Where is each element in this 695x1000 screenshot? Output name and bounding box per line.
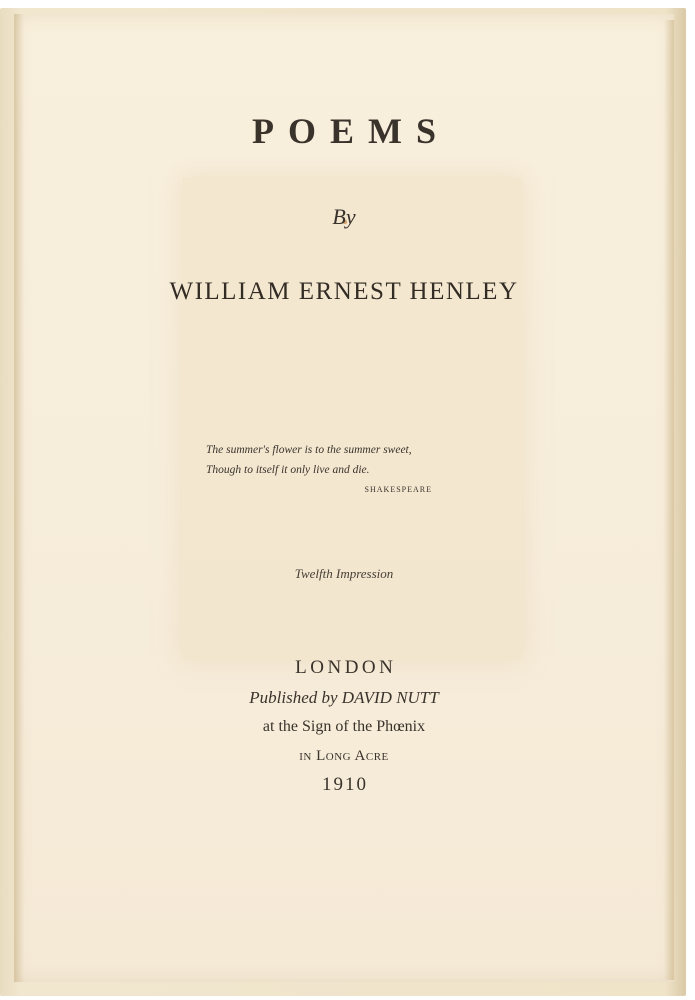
epigraph-attribution: SHAKESPEARE bbox=[364, 485, 432, 494]
byline: By bbox=[332, 204, 356, 229]
epigraph-line: The summer's flower is to the summer sweet, bbox=[206, 444, 412, 456]
epigraph bbox=[206, 440, 432, 498]
imprint-sign: at the Sign of the Phœnix bbox=[262, 718, 426, 735]
page-gutter-shadow bbox=[14, 14, 24, 982]
frontispiece-offset-stain bbox=[182, 178, 522, 660]
book-title: POEMS bbox=[251, 111, 450, 151]
impression-note: Twelfth Impression bbox=[294, 566, 394, 581]
imprint-city: LONDON bbox=[295, 657, 397, 678]
epigraph-line: Though to itself it only live and die. bbox=[206, 464, 370, 476]
imprint-publisher: Published by DAVID NUTT bbox=[249, 688, 439, 707]
imprint-street: in Long Acre bbox=[299, 748, 389, 764]
imprint-year: 1910 bbox=[322, 774, 368, 795]
page-fore-edge bbox=[664, 20, 674, 980]
author-name: WILLIAM ERNEST HENLEY bbox=[169, 278, 519, 305]
